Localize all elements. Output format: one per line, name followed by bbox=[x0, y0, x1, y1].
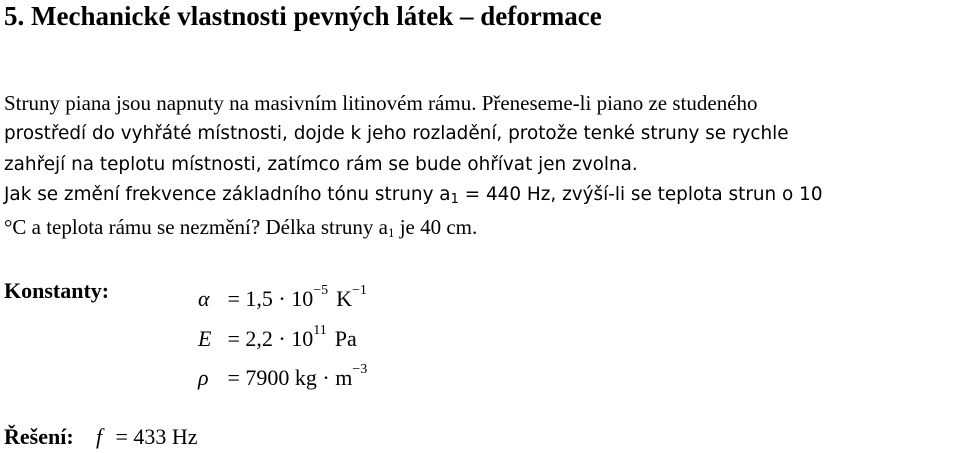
alpha-value: = 1,5 · 10 bbox=[222, 286, 314, 311]
e-exponent: 11 bbox=[313, 323, 327, 338]
alpha-exponent: −5 bbox=[313, 283, 329, 298]
e-symbol: E bbox=[198, 326, 212, 351]
section-title: 5. Mechanické vlastnosti pevných látek – deformace bbox=[4, 1, 602, 31]
f-symbol: f bbox=[96, 424, 103, 449]
line5-text-a: °C a teplota rámu se nezmění? Délka struny a bbox=[4, 215, 388, 239]
paragraph-line-2: prostředí do vyhřáté místnosti, dojde k jeho rozladění, protože tenké struny se rychle bbox=[4, 123, 789, 144]
paragraph-line-3: zahřejí na teplotu místnosti, zatímco rám se bude ohřívat jen zvolna. bbox=[4, 154, 638, 175]
e-unit: Pa bbox=[334, 326, 357, 351]
solution-label: Řešení: bbox=[4, 424, 74, 449]
line4-text-b: = 440 Hz, zvýší-li se teplota strun o 10 bbox=[458, 184, 823, 205]
rho-exponent: −3 bbox=[352, 362, 368, 377]
line4-text-a: Jak se změní frekvence základního tónu struny a bbox=[4, 184, 451, 205]
line4-subscript: 1 bbox=[450, 192, 459, 207]
constant-e bbox=[198, 318, 357, 352]
alpha-symbol: α bbox=[198, 286, 210, 311]
line5-text-b: je 40 cm. bbox=[394, 215, 478, 239]
rho-symbol: ρ bbox=[198, 365, 209, 390]
constant-alpha bbox=[198, 278, 367, 312]
paragraph-line-5 bbox=[4, 214, 477, 246]
e-value: = 2,2 · 10 bbox=[222, 326, 314, 351]
constant-rho bbox=[198, 357, 367, 391]
line5-subscript: 1 bbox=[387, 225, 395, 240]
constants-label: Konstanty: bbox=[4, 278, 110, 303]
rho-value: = 7900 kg · m bbox=[222, 365, 353, 390]
paragraph-line-1: Struny piana jsou napnuty na masivním litinovém rámu. Přeneseme-li piano ze studeného bbox=[4, 91, 758, 115]
paragraph-line-4 bbox=[4, 182, 823, 213]
solution-equation bbox=[96, 424, 198, 450]
alpha-unit-exponent: −1 bbox=[352, 283, 367, 298]
solution-value: = 433 Hz bbox=[110, 424, 198, 449]
alpha-unit: K bbox=[336, 286, 353, 311]
